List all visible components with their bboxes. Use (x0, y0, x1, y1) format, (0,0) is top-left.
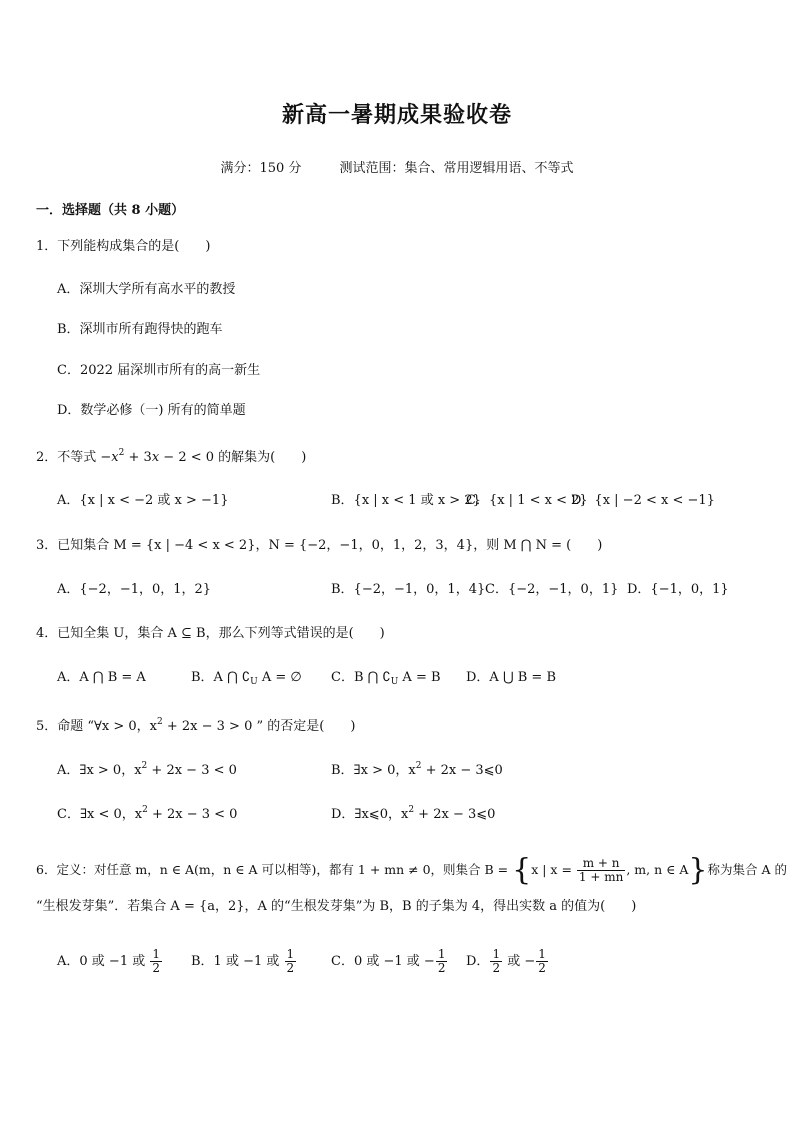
question-6-stem: 6．定义：对任意 m，n ∈ A(m，n ∈ A 可以相等)，都有 1 + mn ≠ 0，则集合 B = {x | x = $\frac{m + n}{1 + mn}$ , m, n ∈ A}称为集合 A 的 (36, 852, 787, 888)
question-5-option-c: C．∃x < 0，$x^2 + 2x - 3 < 0$ (57, 805, 238, 822)
question-5-option-b: B．∃x > 0，$x^2 + 2x$ − 3⩽0 (331, 761, 503, 778)
question-1-option-a: A．深圳大学所有高水平的教授 (57, 282, 236, 297)
question-3-option-d: D．{−1，0，1} (627, 582, 729, 597)
question-2-stem: 2．不等式 $-x^2 + 3x - 2 < 0$ 的解集为( ) (36, 448, 307, 465)
question-4-option-d: D．A ⋃ B = B (466, 670, 557, 685)
question-6-option-b: B．1 或 −1 或 $\frac{1}{2}$ (191, 947, 295, 975)
question-1-stem: 1．下列能构成集合的是( ) (36, 239, 211, 254)
page-title: 新高一暑期成果验收卷 (281, 102, 512, 128)
question-5-option-a: A．∃x > 0，$x^2 + 2x - 3 < 0$ (57, 761, 237, 778)
question-1-option-b: B．深圳市所有跑得快的跑车 (57, 322, 223, 337)
question-4-option-c: C．B ⋂ $∁_U$ A = B (331, 670, 441, 687)
question-1-option-c: C．2022 届深圳市所有的高一新生 (57, 363, 261, 378)
question-6-option-a: A．0 或 −1 或 $\frac{1}{2}$ (57, 947, 160, 975)
question-6-option-d: D． $\frac{1}{2}$ 或 − $\frac{1}{2}$ (466, 947, 546, 975)
question-2-option-a: A．{x | x < −2 或 x > −1} (57, 493, 229, 508)
question-3-option-a: A．{−2，−1，0，1，2} (57, 582, 212, 597)
question-4-stem: 4．已知全集 U，集合 A ⊆ B，那么下列等式错误的是( ) (36, 626, 385, 641)
question-2-option-b: B．{x | x < 1 或 x > 2} (331, 493, 481, 508)
question-5-option-d: D．∃x⩽0，$x^2 + 2x$ − 3⩽0 (331, 805, 496, 822)
exam-info (0, 157, 794, 176)
section-heading: 一．选择题（共 8 小题） (36, 203, 185, 218)
fraction: $\frac{m + n}{1 + mn}$ (578, 856, 624, 884)
question-4-option-b: B．A ⋂ $∁_U$ A = ∅ (191, 670, 302, 687)
question-5-stem: 5．命题 “∀x > 0，$x^2 + 2x - 3 > 0$ ” 的否定是( ) (36, 717, 356, 734)
question-2-option-d: D．{x | −2 < x < −1} (571, 493, 715, 508)
question-6-stem-line2: “生根发芽集”．若集合 A = {a，2}，A 的“生根发芽集”为 B，B 的子集为 4，得出实数 a 的值为( ) (36, 899, 637, 914)
question-1-option-d: D．数学必修（一) 所有的简单题 (57, 403, 246, 418)
test-scope: 测试范围：集合、常用逻辑用语、不等式 (339, 161, 574, 176)
question-3-option-b: B．{−2，−1，0，1，4} (331, 582, 486, 597)
question-2-option-c: C．{x | 1 < x < 2} (466, 493, 588, 508)
question-3-stem: 3．已知集合 M = {x | −4 < x < 2}，N = {−2，−1，0，1，2，3，4}，则 M ⋂ N = ( ) (36, 538, 603, 553)
full-score: 满分：150 分 (220, 161, 302, 176)
question-4-option-a: A．A ⋂ B = A (57, 670, 146, 685)
question-3-option-c: C．{−2，−1，0，1} (485, 582, 619, 597)
question-6-option-c: C．0 或 −1 或 − $\frac{1}{2}$ (331, 947, 446, 975)
